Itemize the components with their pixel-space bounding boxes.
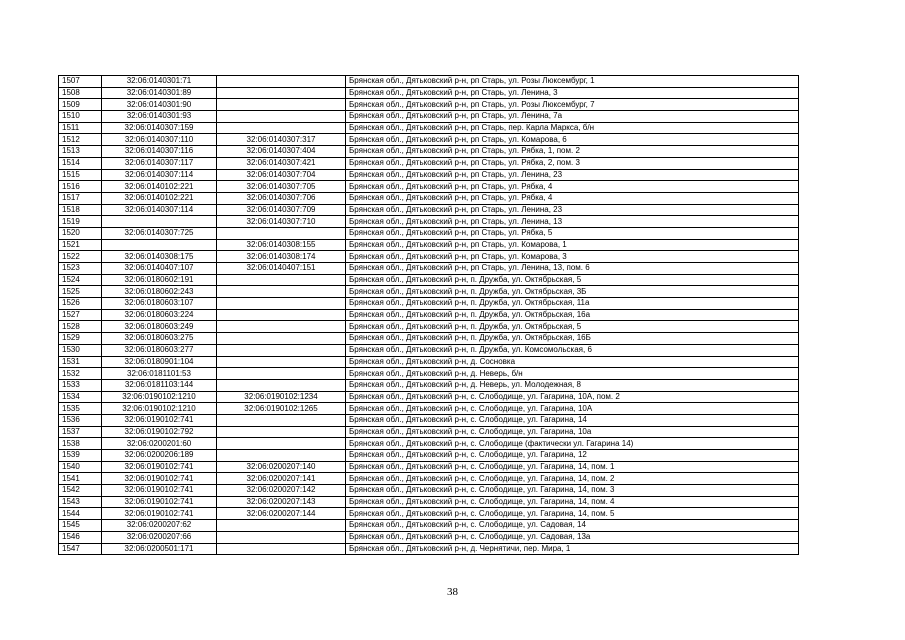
address-cell: Брянская обл., Дятьковский р-н, с. Слободище, ул. Гагарина, 10А, пом. 2: [346, 391, 799, 403]
address-cell: Брянская обл., Дятьковский р-н, с. Слободище, ул. Гагарина, 14, пом. 5: [346, 508, 799, 520]
secondary-cadastral-number-cell: [217, 122, 346, 134]
cadastral-number-cell: 32:06:0190102:1210: [102, 403, 217, 415]
row-number-cell: 1529: [59, 333, 102, 345]
table-row: [59, 263, 799, 275]
cadastral-number-cell: 32:06:0180901:104: [102, 356, 217, 368]
secondary-cadastral-number-cell: 32:06:0140307:704: [217, 169, 346, 181]
address-cell: Брянская обл., Дятьковский р-н, рп Старь, ул. Розы Люксембург, 7: [346, 99, 799, 111]
table-row: [59, 508, 799, 520]
row-number-cell: 1522: [59, 251, 102, 263]
cadastral-number-cell: 32:06:0140301:90: [102, 99, 217, 111]
cadastral-number-cell: 32:06:0190102:741: [102, 508, 217, 520]
row-number-cell: 1533: [59, 379, 102, 391]
address-cell: Брянская обл., Дятьковский р-н, с. Слободище, ул. Гагарина, 10а: [346, 426, 799, 438]
cadastral-number-cell: 32:06:0140102:221: [102, 181, 217, 193]
row-number-cell: 1516: [59, 181, 102, 193]
address-cell: Брянская обл., Дятьковский р-н, рп Старь, пер. Карла Маркса, б/н: [346, 122, 799, 134]
address-cell: Брянская обл., Дятьковский р-н, п. Дружба, ул. Октябрьская, 11а: [346, 298, 799, 310]
secondary-cadastral-number-cell: [217, 531, 346, 543]
table-row: [59, 239, 799, 251]
row-number-cell: 1546: [59, 531, 102, 543]
secondary-cadastral-number-cell: 32:06:0140307:706: [217, 192, 346, 204]
table-row: [59, 192, 799, 204]
cadastral-number-cell: 32:06:0180602:191: [102, 274, 217, 286]
cadastral-number-cell: 32:06:0140308:175: [102, 251, 217, 263]
cadastral-number-cell: 32:06:0190102:1210: [102, 391, 217, 403]
row-number-cell: 1547: [59, 543, 102, 555]
row-number-cell: 1525: [59, 286, 102, 298]
row-number-cell: 1508: [59, 87, 102, 99]
table-row: [59, 426, 799, 438]
secondary-cadastral-number-cell: [217, 450, 346, 462]
row-number-cell: 1535: [59, 403, 102, 415]
cadastral-number-cell: 32:06:0181101:53: [102, 368, 217, 380]
secondary-cadastral-number-cell: [217, 356, 346, 368]
address-cell: Брянская обл., Дятьковский р-н, с. Слободище, ул. Гагарина, 14: [346, 414, 799, 426]
row-number-cell: 1542: [59, 485, 102, 497]
table-row: [59, 531, 799, 543]
secondary-cadastral-number-cell: [217, 368, 346, 380]
row-number-cell: 1531: [59, 356, 102, 368]
secondary-cadastral-number-cell: 32:06:0140308:174: [217, 251, 346, 263]
secondary-cadastral-number-cell: 32:06:0140307:705: [217, 181, 346, 193]
row-number-cell: 1523: [59, 263, 102, 275]
cadastral-number-cell: 32:06:0180603:277: [102, 344, 217, 356]
address-cell: Брянская обл., Дятьковский р-н, рп Старь, ул. Розы Люксембург, 1: [346, 76, 799, 88]
secondary-cadastral-number-cell: 32:06:0190102:1234: [217, 391, 346, 403]
secondary-cadastral-number-cell: 32:06:0200207:144: [217, 508, 346, 520]
table-row: [59, 99, 799, 111]
table-row: [59, 87, 799, 99]
secondary-cadastral-number-cell: [217, 111, 346, 123]
row-number-cell: 1507: [59, 76, 102, 88]
secondary-cadastral-number-cell: [217, 99, 346, 111]
table-body: [59, 76, 799, 555]
secondary-cadastral-number-cell: [217, 309, 346, 321]
table-row: [59, 344, 799, 356]
cadastral-number-cell: 32:06:0190102:792: [102, 426, 217, 438]
secondary-cadastral-number-cell: 32:06:0200207:141: [217, 473, 346, 485]
address-cell: Брянская обл., Дятьковский р-н, п. Дружба, ул. Комсомольская, 6: [346, 344, 799, 356]
cadastral-number-cell: 32:06:0180603:224: [102, 309, 217, 321]
row-number-cell: 1524: [59, 274, 102, 286]
row-number-cell: 1518: [59, 204, 102, 216]
address-cell: Брянская обл., Дятьковский р-н, рп Старь, ул. Комарова, 1: [346, 239, 799, 251]
address-cell: Брянская обл., Дятьковский р-н, п. Дружба, ул. Октябрьская, 16Б: [346, 333, 799, 345]
cadastral-number-cell: [102, 239, 217, 251]
table-row: [59, 169, 799, 181]
table-row: [59, 134, 799, 146]
address-cell: Брянская обл., Дятьковский р-н, с. Слободище (фактически ул. Гагарина 14): [346, 438, 799, 450]
secondary-cadastral-number-cell: [217, 438, 346, 450]
secondary-cadastral-number-cell: [217, 543, 346, 555]
secondary-cadastral-number-cell: [217, 298, 346, 310]
cadastral-number-cell: 32:06:0190102:741: [102, 473, 217, 485]
address-cell: Брянская обл., Дятьковский р-н, с. Слободище, ул. Садовая, 14: [346, 520, 799, 532]
table-row: [59, 543, 799, 555]
secondary-cadastral-number-cell: 32:06:0140307:709: [217, 204, 346, 216]
table-row: [59, 76, 799, 88]
secondary-cadastral-number-cell: 32:06:0140307:421: [217, 157, 346, 169]
row-number-cell: 1540: [59, 461, 102, 473]
address-cell: Брянская обл., Дятьковский р-н, д. Сосновка: [346, 356, 799, 368]
secondary-cadastral-number-cell: [217, 520, 346, 532]
table-row: [59, 473, 799, 485]
cadastral-number-cell: 32:06:0200501:171: [102, 543, 217, 555]
secondary-cadastral-number-cell: [217, 379, 346, 391]
cadastral-number-cell: 32:06:0140307:117: [102, 157, 217, 169]
table-row: [59, 450, 799, 462]
row-number-cell: 1532: [59, 368, 102, 380]
address-cell: Брянская обл., Дятьковский р-н, с. Слободище, ул. Гагарина, 14, пом. 4: [346, 496, 799, 508]
cadastral-number-cell: 32:06:0140102:221: [102, 192, 217, 204]
address-cell: Брянская обл., Дятьковский р-н, рп Старь, ул. Ленина, 13, пом. 6: [346, 263, 799, 275]
address-cell: Брянская обл., Дятьковский р-н, с. Слободище, ул. Гагарина, 14, пом. 3: [346, 485, 799, 497]
address-cell: Брянская обл., Дятьковский р-н, д. Неверь, б/н: [346, 368, 799, 380]
secondary-cadastral-number-cell: [217, 426, 346, 438]
table-row: [59, 485, 799, 497]
row-number-cell: 1544: [59, 508, 102, 520]
table-row: [59, 461, 799, 473]
secondary-cadastral-number-cell: [217, 87, 346, 99]
table-row: [59, 414, 799, 426]
address-cell: Брянская обл., Дятьковский р-н, рп Старь, ул. Ленина, 13: [346, 216, 799, 228]
cadastral-number-cell: 32:06:0140307:114: [102, 204, 217, 216]
secondary-cadastral-number-cell: 32:06:0140307:710: [217, 216, 346, 228]
row-number-cell: 1512: [59, 134, 102, 146]
table-row: [59, 309, 799, 321]
table-row: [59, 181, 799, 193]
address-cell: Брянская обл., Дятьковский р-н, с. Слободище, ул. Садовая, 13а: [346, 531, 799, 543]
secondary-cadastral-number-cell: 32:06:0200207:140: [217, 461, 346, 473]
address-cell: Брянская обл., Дятьковский р-н, п. Дружба, ул. Октябрьская, 5: [346, 274, 799, 286]
table-row: [59, 216, 799, 228]
cadastral-number-cell: 32:06:0140407:107: [102, 263, 217, 275]
row-number-cell: 1543: [59, 496, 102, 508]
address-cell: Брянская обл., Дятьковский р-н, п. Дружба, ул. Октябрьская, 3Б: [346, 286, 799, 298]
secondary-cadastral-number-cell: 32:06:0140407:151: [217, 263, 346, 275]
row-number-cell: 1520: [59, 227, 102, 239]
table-row: [59, 403, 799, 415]
address-cell: Брянская обл., Дятьковский р-н, с. Слободище, ул. Гагарина, 14, пом. 1: [346, 461, 799, 473]
cadastral-number-cell: 32:06:0140301:89: [102, 87, 217, 99]
table-row: [59, 157, 799, 169]
cadastral-number-cell: 32:06:0140307:114: [102, 169, 217, 181]
cadastral-number-cell: 32:06:0200207:62: [102, 520, 217, 532]
row-number-cell: 1519: [59, 216, 102, 228]
secondary-cadastral-number-cell: 32:06:0200207:143: [217, 496, 346, 508]
address-cell: Брянская обл., Дятьковский р-н, с. Слободище, ул. Гагарина, 12: [346, 450, 799, 462]
address-cell: Брянская обл., Дятьковский р-н, рп Старь, ул. Комарова, 3: [346, 251, 799, 263]
row-number-cell: 1545: [59, 520, 102, 532]
cadastral-number-cell: 32:06:0200206:189: [102, 450, 217, 462]
address-cell: Брянская обл., Дятьковский р-н, д. Неверь, ул. Молодежная, 8: [346, 379, 799, 391]
table-row: [59, 146, 799, 158]
address-cell: Брянская обл., Дятьковский р-н, рп Старь, ул. Ленина, 23: [346, 169, 799, 181]
row-number-cell: 1517: [59, 192, 102, 204]
row-number-cell: 1509: [59, 99, 102, 111]
table-row: [59, 286, 799, 298]
address-cell: Брянская обл., Дятьковский р-н, рп Старь, ул. Рябка, 1, пом. 2: [346, 146, 799, 158]
address-cell: Брянская обл., Дятьковский р-н, рп Старь, ул. Ленина, 23: [346, 204, 799, 216]
cadastral-number-cell: 32:06:0190102:741: [102, 496, 217, 508]
row-number-cell: 1514: [59, 157, 102, 169]
address-cell: Брянская обл., Дятьковский р-н, рп Старь, ул. Рябка, 4: [346, 192, 799, 204]
table-row: [59, 227, 799, 239]
cadastral-number-cell: 32:06:0181103:144: [102, 379, 217, 391]
table-row: [59, 251, 799, 263]
table-row: [59, 298, 799, 310]
table-row: [59, 438, 799, 450]
table-row: [59, 321, 799, 333]
address-cell: Брянская обл., Дятьковский р-н, рп Старь, ул. Ленина, 3: [346, 87, 799, 99]
address-cell: Брянская обл., Дятьковский р-н, п. Дружба, ул. Октябрьская, 5: [346, 321, 799, 333]
cadastral-number-cell: 32:06:0140307:725: [102, 227, 217, 239]
secondary-cadastral-number-cell: 32:06:0200207:142: [217, 485, 346, 497]
row-number-cell: 1527: [59, 309, 102, 321]
address-cell: Брянская обл., Дятьковский р-н, рп Старь, ул. Рябка, 2, пом. 3: [346, 157, 799, 169]
secondary-cadastral-number-cell: 32:06:0140308:155: [217, 239, 346, 251]
cadastral-number-cell: 32:06:0140307:116: [102, 146, 217, 158]
table-row: [59, 356, 799, 368]
address-cell: Брянская обл., Дятьковский р-н, рп Старь, ул. Ленина, 7а: [346, 111, 799, 123]
address-cell: Брянская обл., Дятьковский р-н, д. Чернятичи, пер. Мира, 1: [346, 543, 799, 555]
table-row: [59, 391, 799, 403]
address-cell: Брянская обл., Дятьковский р-н, рп Старь, ул. Рябка, 5: [346, 227, 799, 239]
row-number-cell: 1515: [59, 169, 102, 181]
property-registry-table: [58, 75, 799, 555]
table-row: [59, 368, 799, 380]
table-row: [59, 274, 799, 286]
secondary-cadastral-number-cell: [217, 286, 346, 298]
cadastral-number-cell: [102, 216, 217, 228]
address-cell: Брянская обл., Дятьковский р-н, с. Слободище, ул. Гагарина, 14, пом. 2: [346, 473, 799, 485]
cadastral-number-cell: 32:06:0140301:93: [102, 111, 217, 123]
table-row: [59, 111, 799, 123]
cadastral-number-cell: 32:06:0140307:110: [102, 134, 217, 146]
address-cell: Брянская обл., Дятьковский р-н, рп Старь, ул. Рябка, 4: [346, 181, 799, 193]
table-row: [59, 496, 799, 508]
table-row: [59, 379, 799, 391]
row-number-cell: 1513: [59, 146, 102, 158]
row-number-cell: 1534: [59, 391, 102, 403]
cadastral-number-cell: 32:06:0200207:66: [102, 531, 217, 543]
secondary-cadastral-number-cell: [217, 321, 346, 333]
row-number-cell: 1536: [59, 414, 102, 426]
cadastral-number-cell: 32:06:0190102:741: [102, 461, 217, 473]
row-number-cell: 1521: [59, 239, 102, 251]
row-number-cell: 1530: [59, 344, 102, 356]
table-row: [59, 333, 799, 345]
cadastral-number-cell: 32:06:0140307:159: [102, 122, 217, 134]
table-row: [59, 520, 799, 532]
secondary-cadastral-number-cell: 32:06:0190102:1265: [217, 403, 346, 415]
address-cell: Брянская обл., Дятьковский р-н, п. Дружба, ул. Октябрьская, 16а: [346, 309, 799, 321]
row-number-cell: 1510: [59, 111, 102, 123]
row-number-cell: 1526: [59, 298, 102, 310]
cadastral-number-cell: 32:06:0190102:741: [102, 414, 217, 426]
page-number: 38: [447, 586, 458, 598]
row-number-cell: 1539: [59, 450, 102, 462]
cadastral-number-cell: 32:06:0190102:741: [102, 485, 217, 497]
cadastral-number-cell: 32:06:0180603:107: [102, 298, 217, 310]
cadastral-number-cell: 32:06:0180603:275: [102, 333, 217, 345]
table-row: [59, 204, 799, 216]
cadastral-number-cell: 32:06:0180602:243: [102, 286, 217, 298]
address-cell: Брянская обл., Дятьковский р-н, рп Старь, ул. Комарова, 6: [346, 134, 799, 146]
secondary-cadastral-number-cell: [217, 344, 346, 356]
row-number-cell: 1528: [59, 321, 102, 333]
row-number-cell: 1538: [59, 438, 102, 450]
secondary-cadastral-number-cell: [217, 414, 346, 426]
row-number-cell: 1541: [59, 473, 102, 485]
secondary-cadastral-number-cell: [217, 76, 346, 88]
cadastral-number-cell: 32:06:0180603:249: [102, 321, 217, 333]
cadastral-number-cell: 32:06:0140301:71: [102, 76, 217, 88]
row-number-cell: 1537: [59, 426, 102, 438]
secondary-cadastral-number-cell: [217, 227, 346, 239]
row-number-cell: 1511: [59, 122, 102, 134]
secondary-cadastral-number-cell: [217, 333, 346, 345]
secondary-cadastral-number-cell: [217, 274, 346, 286]
cadastral-number-cell: 32:06:0200201:60: [102, 438, 217, 450]
secondary-cadastral-number-cell: 32:06:0140307:317: [217, 134, 346, 146]
table-row: [59, 122, 799, 134]
address-cell: Брянская обл., Дятьковский р-н, с. Слободище, ул. Гагарина, 10А: [346, 403, 799, 415]
secondary-cadastral-number-cell: 32:06:0140307:404: [217, 146, 346, 158]
